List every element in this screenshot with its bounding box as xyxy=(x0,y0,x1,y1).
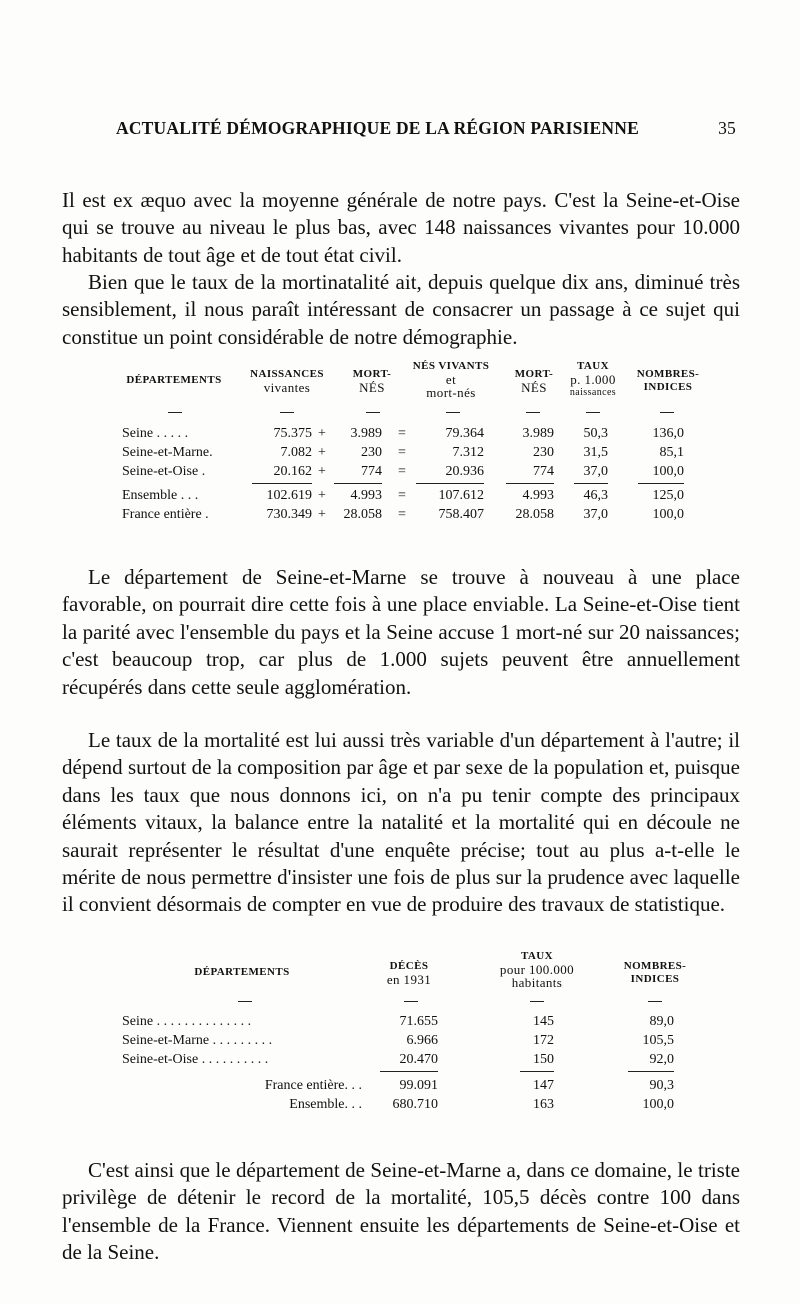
t2-header-nombres-indices: NOMBRES-INDICES xyxy=(623,960,687,985)
t1-cell: 125,0 xyxy=(652,488,684,503)
t2-cell: 680.710 xyxy=(392,1097,438,1112)
t2-cell: 20.470 xyxy=(399,1052,438,1067)
t2-cell: 100,0 xyxy=(642,1097,674,1112)
t1-cell: 136,0 xyxy=(652,426,684,441)
t1-cell: 758.407 xyxy=(438,507,484,522)
t2-cell: 6.966 xyxy=(406,1033,438,1048)
t1-header-mort-nes-2: MORT- NÉS xyxy=(514,368,554,395)
table-row: Seine-et-Marne. xyxy=(122,445,213,460)
t1-cell: 37,0 xyxy=(583,507,608,522)
t1-cell: 230 xyxy=(533,445,554,460)
table-row: Seine-et-Marne . . . . . . . . . xyxy=(122,1033,273,1048)
table-mortality xyxy=(112,946,712,1118)
t1-cell: 75.375 xyxy=(273,426,312,441)
t1-cell: 730.349 xyxy=(266,507,312,522)
t1-cell: 7.312 xyxy=(452,445,484,460)
table-row: France entière. . . xyxy=(264,1078,362,1093)
page-number: 35 xyxy=(718,118,736,138)
t1-cell: 230 xyxy=(361,445,382,460)
t1-cell: 50,3 xyxy=(583,426,608,441)
t1-cell: 37,0 xyxy=(583,464,608,479)
t1-cell: 774 xyxy=(361,464,382,479)
t2-header-departements: DÉPARTEMENTS xyxy=(194,966,290,978)
paragraph-1: Il est ex æquo avec la moyenne générale de notre pays. C'est la Seine-et-Oise qui se trouve au niveau le plus bas, avec 148 naissances vivantes pour 10.000 habitants de tout âge et de tout état civil. xyxy=(62,188,740,267)
table-row: Seine-et-Oise . xyxy=(122,464,206,479)
t1-cell: 28.058 xyxy=(515,507,554,522)
t2-cell: 99.091 xyxy=(399,1078,438,1093)
t2-cell: 71.655 xyxy=(399,1014,438,1029)
paragraph-4: Le taux de la mortalité est lui aussi très variable d'un département à l'autre; il dépend surtout de la composition par âge et par sexe de la population et, puisque dans les taux que nous donnons ici, on n'a pu tenir compte des principaux éléments vitaux, la balance entre la natalité et la mortalité qui en découle ne saurait représenter le résultat d'une enquête précise; tout au plus a-t-elle le mérite de nous permettre d'insister une fois de plus sur la prudence avec laquelle il convient désormais de compter en vue de produire des travaux de statistique. xyxy=(62,728,740,917)
t1-cell: 3.989 xyxy=(522,426,554,441)
t1-cell: 79.364 xyxy=(445,426,484,441)
t1-header-nes-vivants: NÉS VIVANTS et mort-nés xyxy=(412,360,490,400)
t2-cell: 89,0 xyxy=(649,1014,674,1029)
t1-cell: 3.989 xyxy=(350,426,382,441)
t1-cell: = xyxy=(398,426,406,441)
table-row: Seine-et-Oise . . . . . . . . . . xyxy=(122,1052,269,1067)
t1-cell: = xyxy=(398,507,406,522)
t1-cell: 31,5 xyxy=(583,445,608,460)
t1-cell: + xyxy=(318,445,326,460)
table-row: Ensemble. . . xyxy=(289,1097,362,1112)
t1-cell: 28.058 xyxy=(343,507,382,522)
t2-cell: 90,3 xyxy=(649,1078,674,1093)
page-title: ACTUALITÉ DÉMOGRAPHIQUE DE LA RÉGION PARISIENNE xyxy=(116,118,639,138)
t1-cell: 102.619 xyxy=(266,488,312,503)
t1-cell: 85,1 xyxy=(659,445,684,460)
t1-cell: + xyxy=(318,426,326,441)
t1-cell: 20.936 xyxy=(445,464,484,479)
paragraph-2: Bien que le taux de la mortinatalité ait, depuis quelque dix ans, diminué très sensiblement, il nous paraît intéressant de consacrer un passage à ce sujet qui constitue un point considérable de notre démographie. xyxy=(62,270,740,349)
paragraph-3: Le département de Seine-et-Marne se trouve à nouveau à une place favorable, on pourrait dire cette fois à une place enviable. La Seine-et-Oise tient la parité avec l'ensemble du pays et la Seine accuse 1 mort-né sur 20 naissances; c'est beaucoup trop, car plus de 1.000 sujets peuvent être annuellement récupérés dans cette seule agglomération. xyxy=(62,565,740,699)
t1-cell: + xyxy=(318,488,326,503)
t2-cell: 105,5 xyxy=(642,1033,674,1048)
t2-cell: 150 xyxy=(533,1052,554,1067)
t1-cell: 20.162 xyxy=(273,464,312,479)
t1-header-taux: TAUX p. 1.000 naissances xyxy=(569,360,617,398)
running-head xyxy=(116,118,736,142)
table-natality xyxy=(112,360,712,525)
t1-cell: = xyxy=(398,445,406,460)
t1-cell: = xyxy=(398,488,406,503)
paragraph-5: C'est ainsi que le département de Seine-et-Marne a, dans ce domaine, le triste privilège de détenir le record de la mortalité, 105,5 décès contre 100 dans l'ensemble de la France. Viennent ensuite les départements de Seine-et-Oise et de la Seine. xyxy=(62,1158,740,1265)
t1-header-mort-nes: MORT- NÉS xyxy=(352,368,392,395)
t1-cell: 4.993 xyxy=(522,488,554,503)
t1-cell: 100,0 xyxy=(652,464,684,479)
t1-cell: 46,3 xyxy=(583,488,608,503)
table-row: Seine . . . . . . . . . . . . . . xyxy=(122,1014,252,1029)
t2-header-taux: TAUX pour 100.000 habitants xyxy=(499,950,575,990)
table-row: Ensemble . . . xyxy=(122,488,199,503)
t1-cell: + xyxy=(318,507,326,522)
t1-cell: 107.612 xyxy=(438,488,484,503)
t1-cell: 4.993 xyxy=(350,488,382,503)
t1-cell: + xyxy=(318,464,326,479)
t1-cell: = xyxy=(398,464,406,479)
t1-cell: 774 xyxy=(533,464,554,479)
table-row: France entière . xyxy=(122,507,209,522)
t2-cell: 172 xyxy=(533,1033,554,1048)
t2-cell: 147 xyxy=(533,1078,554,1093)
t2-cell: 145 xyxy=(533,1014,554,1029)
t2-header-deces: DÉCÈS en 1931 xyxy=(386,960,432,987)
t2-cell: 92,0 xyxy=(649,1052,674,1067)
t1-header-departements: DÉPARTEMENTS xyxy=(126,374,222,386)
table-row: Seine . . . . . xyxy=(122,426,189,441)
t1-header-naissances: NAISSANCES vivantes xyxy=(250,368,324,395)
t1-cell: 100,0 xyxy=(652,507,684,522)
t1-header-nombres-indices: NOMBRES-INDICES xyxy=(636,368,700,393)
t2-cell: 163 xyxy=(533,1097,554,1112)
t1-cell: 7.082 xyxy=(280,445,312,460)
